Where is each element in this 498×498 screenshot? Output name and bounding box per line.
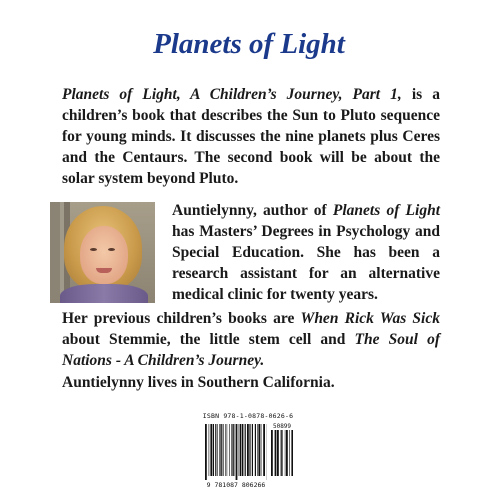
author-photo — [50, 202, 155, 303]
previous-books-middle: about Stemmie, the little stem cell and — [62, 331, 355, 348]
book-title-italic: Planets of Light, A Children’s Journey, Part 1, — [62, 86, 402, 103]
isbn-label: ISBN 978-1-0878-0626-6 — [202, 412, 294, 420]
previous-book-2: The Soul of Nations - A Children’s Journey. — [62, 331, 440, 369]
previous-book-1: When Rick Was Sick — [300, 310, 440, 327]
location-paragraph: Auntielynny lives in Southern California. — [62, 374, 335, 391]
previous-books-paragraph — [62, 308, 440, 371]
isbn-barcode — [201, 412, 295, 490]
ean-barcode-bars — [205, 424, 267, 480]
author-bio-book-title: Planets of Light — [332, 202, 441, 219]
description-text: is a children’s book that describes the Sun to Pluto sequence for young minds. It discusses the nine planets plus Ceres and the Centaurs. The second book will be about the solar system beyond Pluto. — [62, 86, 440, 187]
previous-books-lead: Her previous children’s books are — [62, 310, 301, 327]
author-bio-text: has Masters’ Degrees in Psychology and Special Education. She has been a research assistant for an alternative medical clinic for twenty years. — [172, 223, 440, 303]
price-addon-bars — [271, 424, 293, 480]
author-bio-paragraph — [172, 200, 440, 305]
author-bio-lead: Auntielynny, author of — [172, 202, 333, 219]
page-title: Planets of Light — [153, 28, 345, 60]
barcode-digits: 9 781087 806266 — [206, 481, 266, 489]
description-paragraph — [62, 84, 440, 189]
price-addon-label: 50899 — [270, 423, 294, 430]
